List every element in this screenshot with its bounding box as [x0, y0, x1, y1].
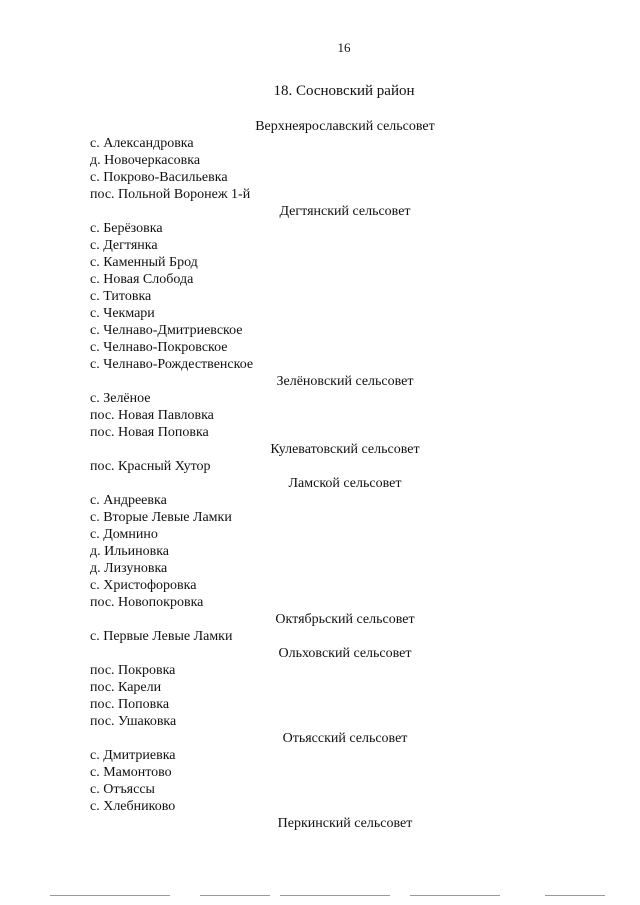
settlement-item: с. Александровка [90, 136, 194, 151]
council-heading: Верхнеярославский сельсовет [255, 119, 435, 134]
council-section [90, 118, 550, 203]
council-section [90, 203, 550, 373]
settlement-item: с. Хлебниково [90, 799, 176, 814]
settlement-item: пос. Новая Поповка [90, 425, 209, 440]
settlement-item: с. Каменный Брод [90, 255, 198, 270]
settlement-item: с. Вторые Левые Ламки [90, 510, 232, 525]
council-heading: Кулеватовский сельсовет [270, 442, 420, 457]
settlement-item: пос. Ушаковка [90, 714, 177, 729]
settlement-item: с. Титовка [90, 289, 152, 304]
council-heading: Дегтянский сельсовет [279, 204, 411, 219]
council-heading: Ольховский сельсовет [278, 646, 412, 661]
settlement-item: с. Челнаво-Дмитриевское [90, 323, 243, 338]
council-heading: Перкинский сельсовет [277, 816, 413, 831]
settlement-item: пос. Новая Павловка [90, 408, 214, 423]
council-section [90, 373, 550, 441]
settlement-item: пос. Покровка [90, 663, 176, 678]
settlement-item: пос. Карели [90, 680, 162, 695]
settlement-item: пос. Поповка [90, 697, 170, 712]
settlement-item: с. Челнаво-Рождественское [90, 357, 254, 372]
settlement-item: д. Ильиновка [90, 544, 170, 559]
page-number: 16 [337, 40, 351, 55]
council-heading: Октябрьский сельсовет [275, 612, 415, 627]
council-heading: Зелёновский сельсовет [276, 374, 414, 389]
settlement-item: д. Новочеркасовка [90, 153, 201, 168]
council-section [90, 475, 550, 611]
settlement-item: пос. Красный Хутор [90, 459, 211, 474]
scan-footer-marks [50, 893, 620, 899]
settlement-item: с. Зелёное [90, 391, 151, 406]
settlement-item: пос. Новопокровка [90, 595, 204, 610]
settlement-item: с. Чекмари [90, 306, 155, 321]
settlement-item: с. Андреевка [90, 493, 167, 508]
settlement-item: пос. Польной Воронеж 1-й [90, 187, 251, 202]
settlement-item: с. Берёзовка [90, 221, 163, 236]
settlement-item: с. Первые Левые Ламки [90, 629, 233, 644]
council-section [90, 441, 550, 475]
district-title: 18. Сосновский район [273, 83, 415, 99]
settlement-item: с. Новая Слобода [90, 272, 194, 287]
settlement-item: с. Челнаво-Покровское [90, 340, 228, 355]
settlement-item: с. Дегтянка [90, 238, 158, 253]
council-heading: Ламской сельсовет [288, 476, 402, 491]
council-section [90, 815, 550, 832]
settlement-item: с. Покрово-Васильевка [90, 170, 228, 185]
settlement-item: с. Христофоровка [90, 578, 197, 593]
council-section [90, 611, 550, 645]
council-list [90, 118, 550, 832]
council-section [90, 645, 550, 730]
council-section [90, 730, 550, 815]
settlement-item: с. Домнино [90, 527, 158, 542]
settlement-item: с. Отъяссы [90, 782, 155, 797]
council-heading: Отьясский сельсовет [282, 731, 408, 746]
settlement-item: с. Мамонтово [90, 765, 172, 780]
settlement-item: с. Дмитриевка [90, 748, 176, 763]
settlement-item: д. Лизуновка [90, 561, 168, 576]
